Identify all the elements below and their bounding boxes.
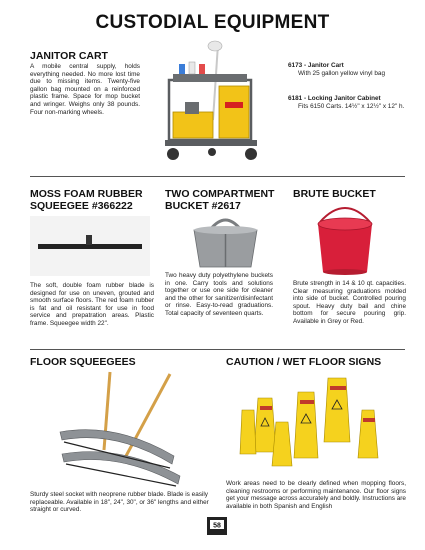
janitor-cart-heading: JANITOR CART: [30, 50, 108, 62]
brute-bucket-description: Brute strength in 14 & 10 qt. capacities. Clear measuring graduations molded into side of bucket. Controlled pouring spout. Heavy duty bail and chine bottom for secure pouring grip. Available in Grey or Red.: [293, 280, 406, 325]
squeegee-heading: [30, 188, 143, 212]
divider: [30, 349, 405, 350]
janitor-cart-description: A mobile central supply, holds everything needed. No more lost time due to missing items. Twenty-five gallon bag mounted on a reinforced plastic frame. Space for mop bucket and wringer. Weighs only 38 pounds. Four non-marking wheels.: [30, 63, 140, 116]
squeegee-heading-line1: MOSS FOAM RUBBER: [30, 188, 143, 200]
squeegee-heading-line2: SQUEEGEE #366222: [30, 200, 133, 212]
bucket-description: Two heavy duty polyethylene buckets in one. Carry tools and solutions together or use one side for cleaner and the other for sanitizer/disinfectant or rinse. Easy-to-read graduations. Total capacity of seventeen quarts.: [165, 272, 273, 317]
squeegee-image: [30, 216, 150, 276]
product-6181-detail: Fits 6150 Carts. 14½" x 12½" x 12" h.: [298, 102, 405, 110]
two-compartment-bucket-image: [188, 212, 263, 270]
floor-squeegees-description: Sturdy steel socket with neoprene rubber blade. Blade is easily replaceable. Available in 18", 24", 30", or 36" lengths and either straight or curved.: [30, 491, 209, 514]
brute-bucket-image: [312, 202, 378, 276]
bucket-heading: [165, 188, 274, 212]
product-6181: [288, 95, 408, 110]
wet-floor-signs-image: [236, 372, 386, 472]
page-number-badge: [206, 515, 228, 537]
product-6173-code: 6173 - Janitor Cart: [288, 62, 344, 69]
product-6173-detail: With 25 gallon yellow vinyl bag: [298, 69, 386, 77]
page-number: 58: [213, 522, 221, 530]
bucket-heading-line2: BUCKET #2617: [165, 200, 241, 212]
floor-squeegees-image: [56, 370, 186, 488]
product-6173: [288, 62, 398, 77]
caution-signs-heading: CAUTION / WET FLOOR SIGNS: [226, 356, 382, 368]
page-title: CUSTODIAL EQUIPMENT: [95, 12, 330, 33]
product-6181-code: 6181 - Locking Janitor Cabinet: [288, 95, 381, 102]
bucket-heading-line1: TWO COMPARTMENT: [165, 188, 275, 200]
divider: [30, 176, 405, 177]
caution-signs-description: Work areas need to be clearly defined when mopping floors, cleaning restrooms or performing maintenance. Our floor signs get your message across accurately and boldly. Instructions are available in both Spanish and English: [226, 480, 406, 510]
squeegee-description: The soft, double foam rubber blade is designed for use on uneven, grouted and smooth surface floors. The red foam rubber is fat and oil resistant for use in food service and prepatration areas. Plastic frame. Squeegee width 22".: [30, 282, 154, 327]
brute-bucket-heading: BRUTE BUCKET: [293, 188, 376, 200]
floor-squeegees-heading: FLOOR SQUEEGEES: [30, 356, 136, 368]
janitor-cart-image: [155, 40, 270, 168]
